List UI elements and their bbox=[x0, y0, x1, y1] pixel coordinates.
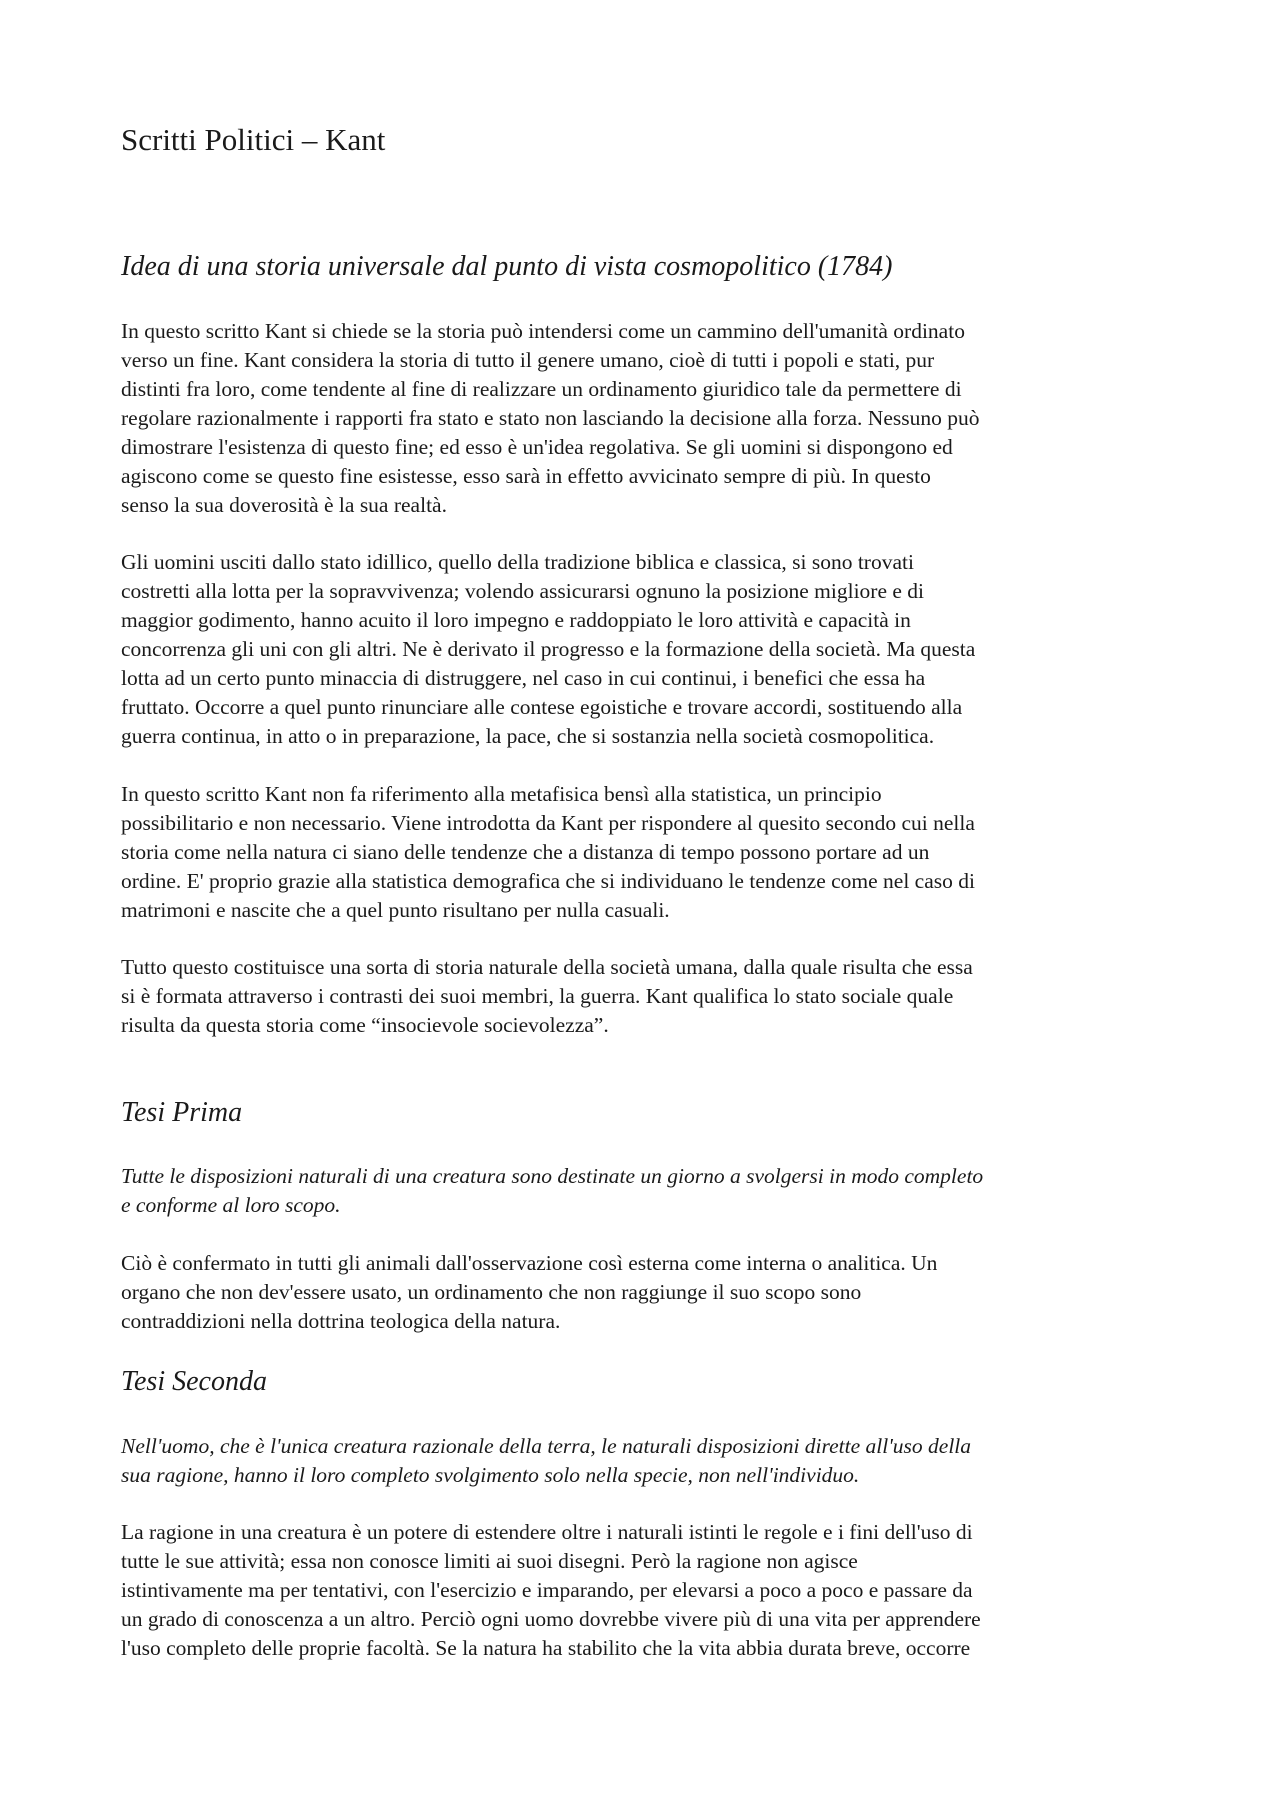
text-line: lotta ad un certo punto minaccia di distruggere, nel caso in cui continui, i benefici che essa ha bbox=[121, 666, 926, 690]
text-line: Ciò è confermato in tutti gli animali dall'osservazione così esterna come interna o analitica. Un bbox=[121, 1251, 938, 1275]
text-line: contraddizioni nella dottrina teologica della natura. bbox=[121, 1309, 561, 1333]
text-line: organo che non dev'essere usato, un ordinamento che non raggiunge il suo scopo sono bbox=[121, 1280, 862, 1304]
text-line: distinti fra loro, come tendente al fine di realizzare un ordinamento giuridico tale da permettere di bbox=[121, 377, 962, 401]
text-line: possibilitario e non necessario. Viene introdotta da Kant per rispondere al quesito secondo cui nella bbox=[121, 811, 975, 835]
text-line: tutte le sue attività; essa non conosce limiti ai suoi disegni. Però la ragione non agisce bbox=[121, 1549, 858, 1573]
text-line: maggior godimento, hanno acuito il loro impegno e raddoppiato le loro attività e capacità in bbox=[121, 608, 911, 632]
text-line: La ragione in una creatura è un potere di estendere oltre i naturali istinti le regole e i fini dell'uso di bbox=[121, 1520, 973, 1544]
text-line: agiscono come se questo fine esistesse, esso sarà in effetto avvicinato sempre di più. In questo bbox=[121, 464, 931, 488]
document-title: Scritti Politici – Kant bbox=[121, 122, 386, 157]
section-heading: Idea di una storia universale dal punto di vista cosmopolitico (1784) bbox=[121, 251, 893, 282]
text-line: storia come nella natura ci siano delle tendenze che a distanza di tempo possono portare ad un bbox=[121, 840, 930, 864]
paragraph bbox=[121, 317, 1171, 520]
text-line: si è formata attraverso i contrasti dei suoi membri, la guerra. Kant qualifica lo stato sociale quale bbox=[121, 984, 954, 1008]
paragraph bbox=[121, 780, 1171, 925]
text-line: risulta da questa storia come “insocievole socievolezza”. bbox=[121, 1013, 609, 1037]
text-line: ordine. E' proprio grazie alla statistica demografica che si individuano le tendenze come nel caso di bbox=[121, 869, 975, 893]
text-line: e conforme al loro scopo. bbox=[121, 1193, 341, 1217]
text-line: Gli uomini usciti dallo stato idillico, quello della tradizione biblica e classica, si sono trovati bbox=[121, 550, 914, 574]
text-line: Tutte le disposizioni naturali di una creatura sono destinate un giorno a svolgersi in modo completo bbox=[121, 1164, 984, 1188]
text-line: In questo scritto Kant non fa riferimento alla metafisica bensì alla statistica, un principio bbox=[121, 782, 882, 806]
thesis-heading: Tesi Prima bbox=[121, 1097, 243, 1128]
paragraph bbox=[121, 953, 1171, 1040]
text-line: matrimoni e nascite che a quel punto risultano per nulla casuali. bbox=[121, 898, 670, 922]
thesis-statement bbox=[121, 1162, 1171, 1220]
text-line: Nell'uomo, che è l'unica creatura razionale della terra, le naturali disposizioni dirette all'uso della bbox=[121, 1434, 972, 1458]
text-line: un grado di conoscenza a un altro. Perciò ogni uomo dovrebbe vivere più di una vita per apprendere bbox=[121, 1607, 981, 1631]
text-line: Tutto questo costituisce una sorta di storia naturale della società umana, dalla quale risulta che essa bbox=[121, 955, 973, 979]
text-line: costretti alla lotta per la sopravvivenza; volendo assicurarsi ognuno la posizione migliore e di bbox=[121, 579, 925, 603]
text-line: l'uso completo delle proprie facoltà. Se la natura ha stabilito che la vita abbia durata breve, occorre bbox=[121, 1636, 971, 1660]
text-line: concorrenza gli uni con gli altri. Ne è derivato il progresso e la formazione della società. Ma questa bbox=[121, 637, 976, 661]
thesis-heading: Tesi Seconda bbox=[121, 1366, 267, 1397]
text-line: regolare razionalmente i rapporti fra stato e stato non lasciando la decisione alla forza. Nessuno può bbox=[121, 406, 980, 430]
text-line: dimostrare l'esistenza di questo fine; ed esso è un'idea regolativa. Se gli uomini si dispongono ed bbox=[121, 435, 953, 459]
text-line: istintivamente ma per tentativi, con l'esercizio e imparando, per elevarsi a poco a poco e passare da bbox=[121, 1578, 973, 1602]
text-line: sua ragione, hanno il loro completo svolgimento solo nella specie, non nell'individuo. bbox=[121, 1463, 860, 1487]
thesis-statement bbox=[121, 1432, 1171, 1490]
text-line: guerra continua, in atto o in preparazione, la pace, che si sostanzia nella società cosmopolitica. bbox=[121, 724, 935, 748]
text-line: In questo scritto Kant si chiede se la storia può intendersi come un cammino dell'umanità ordinato bbox=[121, 319, 965, 343]
paragraph bbox=[121, 1249, 1171, 1336]
text-line: verso un fine. Kant considera la storia di tutto il genere umano, cioè di tutti i popoli e stati, pur bbox=[121, 348, 935, 372]
text-line: senso la sua doverosità è la sua realtà. bbox=[121, 493, 447, 517]
text-line: fruttato. Occorre a quel punto rinunciare alle contese egoistiche e trovare accordi, sostituendo alla bbox=[121, 695, 963, 719]
paragraph bbox=[121, 548, 1171, 751]
paragraph bbox=[121, 1518, 1171, 1663]
